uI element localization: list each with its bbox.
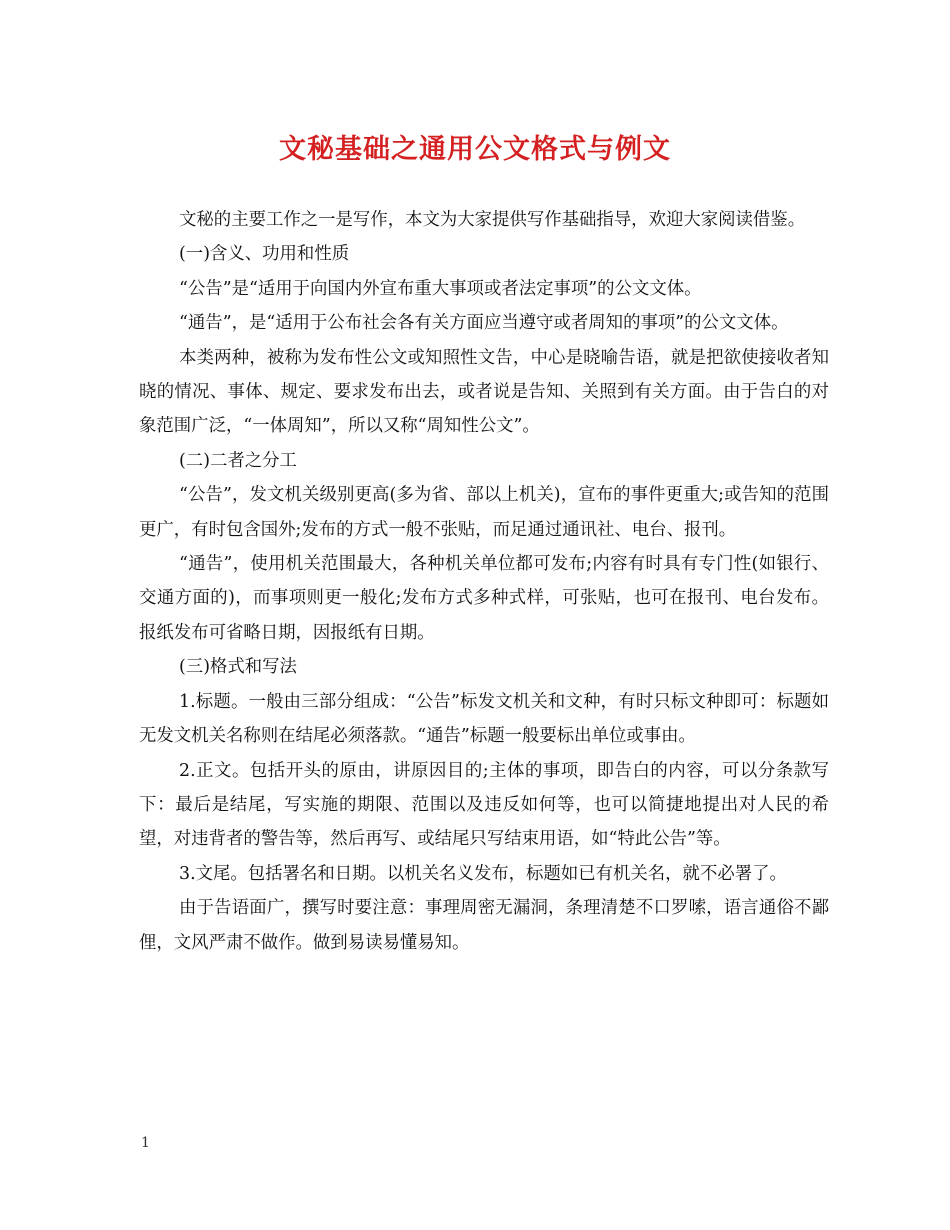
section-heading-2: (二)二者之分工 bbox=[179, 450, 297, 471]
paragraph-tonggao-division: “通告”，使用机关范围最大，各种机关单位都可发布;内容有时具有专门性(如银行、交通方面的)，而事项则更一般化;发布方式多种式样，可张贴，也可在报刊、电台发布。报纸发布可省略日期，因报纸有日期。 bbox=[139, 554, 829, 643]
paragraph-ending-format: 3.文尾。包括署名和日期。以机关名义发布，标题如已有机关名，就不必署了。 bbox=[179, 863, 787, 884]
paragraph-gonggao-definition: “公告”是“适用于向国内外宣布重大事项或者法定事项”的公文文体。 bbox=[179, 278, 702, 299]
paragraph-gonggao-division: “公告”，发文机关级别更高(多为省、部以上机关)，宣布的事件更重大;或告知的范围更广，有时包含国外;发布的方式一般不张贴，而足通过通讯社、电台、报刊。 bbox=[139, 485, 829, 540]
paragraph-title-format: 1.标题。一般由三部分组成：“公告”标发文机关和文种，有时只标文种即可：标题如无发文机关名称则在结尾必须落款。“通告”标题一般要标出单位或事由。 bbox=[139, 691, 829, 747]
section-heading-3: (三)格式和写法 bbox=[179, 657, 297, 678]
section-heading-1: (一)含义、功用和性质 bbox=[179, 244, 350, 265]
paragraph-writing-notes: 由于告语面广，撰写时要注意：事理周密无漏洞，条理清楚不口罗嗦，语言通俗不鄙俚，文风严肃不做作。做到易读易懂易知。 bbox=[139, 898, 829, 953]
document-title: 文秘基础之通用公文格式与例文 bbox=[279, 134, 671, 165]
page-number: 1 bbox=[141, 1135, 150, 1151]
document-body bbox=[139, 203, 829, 960]
paragraph-tonggao-definition: “通告”，是“适用于公布社会各有关方面应当遵守或者周知的事项”的公文文体。 bbox=[179, 313, 789, 334]
paragraph-body-format: 2.正文。包括开头的原由，讲原因目的;主体的事项，即告白的内容，可以分条款写下：最后是结尾，写实施的期限、范围以及违反如何等，也可以简捷地提出对人民的希望，对违背者的警告等，然后再写、或结尾只写结束用语，如“特此公告”等。 bbox=[139, 760, 829, 850]
intro-paragraph: 文秘的主要工作之一是写作，本文为大家提供写作基础指导，欢迎大家阅读借鉴。 bbox=[179, 210, 806, 230]
paragraph-category-description: 本类两种，被称为发布性公文或知照性文告，中心是晓喻告语，就是把欲使接收者知晓的情况、事体、规定、要求发布出去，或者说是告知、关照到有关方面。由于告白的对象范围广泛，“一体周知”，所以又称“周知性公文”。 bbox=[139, 347, 829, 437]
